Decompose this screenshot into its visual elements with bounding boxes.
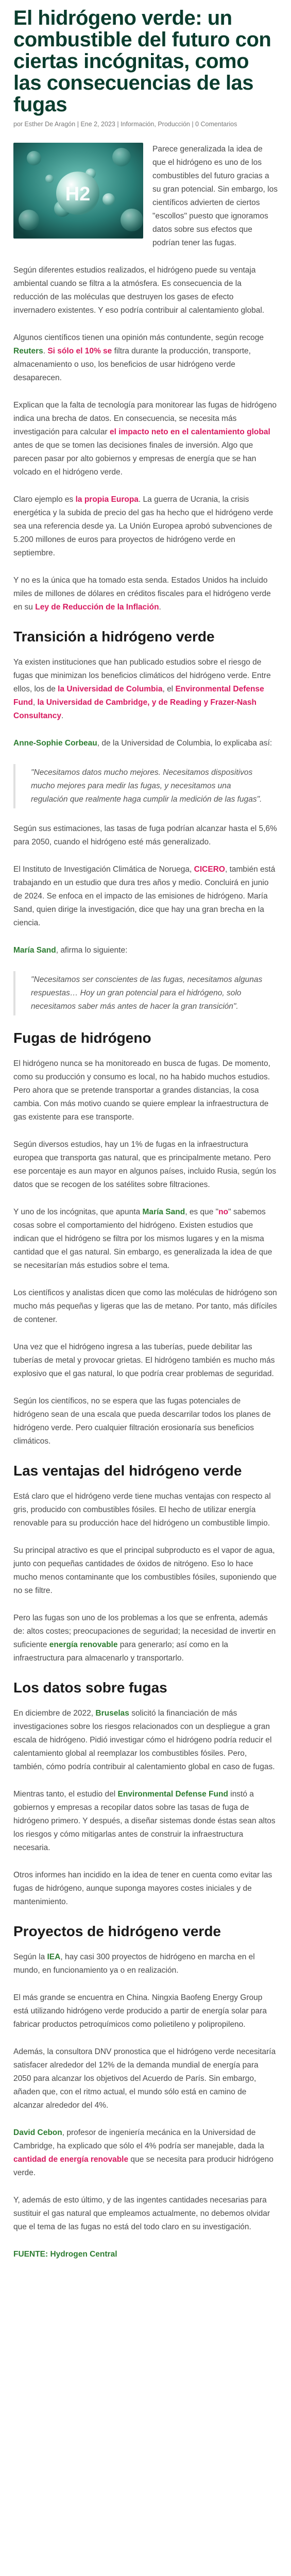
paragraph [13,944,278,957]
paragraph: Otros informes han incidido en la idea de tener en cuenta como evitar las fugas de hidrógeno, aunque suponga mayores costes iniciales y de mantenimiento. [13,1871,272,1906]
text: Explican que la falta de tecnología para monitorear las fugas de hidrógeno indica una brecha de datos. En consecuencia, se necesita más investigación para calcular [13,401,277,436]
text: . [43,347,48,355]
paragraph: Su principal atractivo es que el principal subproducto es el vapor de agua, junto con pequeñas cantidades de óxidos de nitrógeno. Eso lo hace mucho menos contaminante que los combustibles fósiles, suponiendo que no se filtre. [13,1546,277,1595]
article-meta [13,120,278,129]
link-ley-reduccion-inflacion[interactable]: Ley de Reducción de la Inflación [35,603,159,612]
link-david-cebon[interactable]: David Cebon [13,2128,62,2137]
paragraph: Está claro que el hidrógeno verde tiene muchas ventajas con respecto al gris, producido con combustibles fósiles. El hecho de utilizar energía renovable para su producción hace del hidrógeno un combustible limpio. [13,1492,271,1528]
paragraph: Una vez que el hidrógeno ingresa a las tuberías, puede debilitar las tuberías de metal y provocar grietas. El hidrógeno también es mucho más explosivo que el gas natural, lo que podría crear problemas de seguridad. [13,1343,275,1378]
section-heading: Fugas de hidrógeno [13,1030,151,1046]
section-heading: Proyectos de hidrógeno verde [13,1923,221,1939]
paragraph [13,399,278,479]
link-reuters[interactable]: Reuters [13,347,43,355]
text: que se necesita para producir hidrógeno verde. [13,2155,273,2177]
section-heading: Los datos sobre fugas [13,1680,167,1696]
text: solicitó la financiación de más investigaciones sobre los riesgos relacionados con un despliegue a gran escala de hidrógeno. Pidió investigar cómo el hidrógeno podría reducir el calentamiento global al reemplazar los combustibles fósiles. Pero, también, cómo podría contribuir al calentamiento global en caso de fugas. [13,1709,275,1771]
source-label: FUENTE: [13,2250,50,2259]
paragraph [13,1788,278,1855]
link-environmental-defense-fund[interactable]: Environmental Defense Fund [117,1790,228,1799]
paragraph: Según diversos estudios, hay un 1% de fugas en la infraestructura europea que transporta gas natural, que es principalmente metano. Pero ese porcentaje es aun mayor en algunos países, incluido Rusia, según los datos que se recogen de los satélites sobre filtraciones. [13,1140,277,1189]
source-line [13,2248,278,2261]
text: Pero las fugas son uno de los problemas a los que se enfrenta, además de: altos costes; preocupaciones de seguridad; la necesidad de invertir en suficiente [13,1614,276,1649]
text: . [61,711,64,720]
author-link[interactable]: por Esther De Aragón [13,121,76,128]
text: " sabemos cosas sobre el comportamiento del hidrógeno. Existen estudios que indican que el hidrógeno se filtra por los mismos lugares y en la misma cantidad que el gas natural. Sin embargo, es generalizada la idea de que se necesitarían más estudios sobre el tema. [13,1208,272,1270]
paragraph: El hidrógeno nunca se ha monitoreado en busca de fugas. De momento, como su producción y consumo es local, no ha habido muchos estudios. Pero ahora que se pretende transportar a grandes distancias, la cosa cambia. Con más motivo cuando se quiere emplear la infraestructura de gas existente para ese transporte. [13,1059,270,1122]
link-bruselas[interactable]: Bruselas [95,1709,129,1718]
meta-separator: | [117,121,121,128]
blockquote: "Necesitamos ser conscientes de las fugas, necesitamos algunas respuestas… Hoy un gran potencial para el hidrógeno, solo necesitamos saber más antes de hacer la gran transición". [13,971,278,1015]
link-maria-sand[interactable]: María Sand [13,946,56,955]
paragraph [13,331,278,385]
category-links[interactable]: Información, Producción [121,121,190,128]
text: , hay casi 300 proyectos de hidrógeno en marcha en el mundo, en funcionamiento ya o en realización. [13,1953,255,1975]
link-cambridge-reading[interactable]: la Universidad de Cambridge, y de Reading y Frazer-Nash Consultancy [13,698,257,720]
paragraph: Según sus estimaciones, las tasas de fuga podrían alcanzar hasta el 5,6% para 2050, cuando el hidrógeno esté más generalizado. [13,824,277,846]
text: Y no es la única que ha tomado esta senda. Estados Unidos ha incluido miles de millones de dólares en créditos fiscales para el hidrógeno verde en su [13,576,271,612]
paragraph [13,574,278,614]
text: . [159,603,161,612]
text: antes de que se tomen las decisiones finales de inversión. Algo que parecen pasar por alto gobiernos y empresas de energía que se han volcado en el hidrógeno verde. [13,441,256,477]
link-maria-sand[interactable]: María Sand [142,1208,185,1216]
blockquote: "Necesitamos datos mucho mejores. Necesitamos dispositivos mucho mejores para medir las fugas, y necesitamos una regulación que realmente haga cumplir la medición de las fugas". [13,764,278,808]
link-cantidad-energia-renovable[interactable]: cantidad de energía renovable [13,2155,129,2164]
text: , [32,698,38,707]
meta-separator: | [77,121,81,128]
link-europa[interactable]: la propia Europa [75,495,139,504]
text: , también está trabajando en un estudio que dura tres años y medio. Concluirá en junio de 2024. Se enfoca en el impacto de las emisiones de hidrógeno. María Sand, quien dirige la investigación, dice que hay una gran brecha en la ciencia. [13,865,276,927]
paragraph: Además, la consultora DNV pronostica que el hidrógeno verde necesitaría satisfacer alrededor del 12% de la demanda mundial de energía para 2050 para alcanzar los objetivos del Acuerdo de París. Sin embargo, añaden que, con el ritmo actual, el mundo sólo está en camino de alcanzar alrededor del 4%. [13,2047,276,2110]
article-title: El hidrógeno verde: un combustible del futuro con ciertas incógnitas, como las consecuencias de las fugas [13,7,271,116]
comments-link[interactable]: 0 Comentarios [195,121,237,128]
article [0,7,291,2261]
paragraph [13,863,278,930]
section-heading: Transición a hidrógeno verde [13,629,215,645]
paragraph: Y, además de esto último, y de las ingentes cantidades necesarias para sustituir el gas natural que empleamos actualmente, no debemos olvidar que el tema de las fugas no está del todo claro en su investigación. [13,2196,270,2231]
text: , es que " [185,1208,219,1216]
link-iea[interactable]: IEA [47,1953,61,1961]
text: , profesor de ingeniería mecánica en la Universidad de Cambridge, ha explicado que sólo el 4% podría ser manejable, dada la [13,2128,264,2150]
post-date: Ene 2, 2023 [80,121,115,128]
text: El Instituto de Investigación Climática de Noruega, [13,865,194,874]
svg-text:H2: H2 [65,183,91,205]
text: para generarlo; así como en la infraestructura para almacenarlo y transportarlo. [13,1640,229,1663]
text: Según la [13,1953,47,1961]
link-anne-sophie-corbeau[interactable]: Anne-Sophie Corbeau [13,739,97,748]
link-cicero[interactable]: CICERO [194,865,225,874]
text: , el [162,685,176,693]
source-link[interactable]: Hydrogen Central [50,2250,117,2259]
text: Algunos científicos tienen una opinión más contundente, según recoge [13,333,264,342]
text: instó a gobiernos y empresas a recopilar datos sobre las tasas de fuga de hidrógeno primero. Y después, a diseñar sistemas donde éstas sean altos los riesgos y cómo mitigarlas antes de construir la infraestructura necesaria. [13,1790,276,1852]
link-universidad-columbia[interactable]: la Universidad de Columbia [58,685,163,693]
text: , afirma lo siguiente: [56,946,128,955]
paragraph [13,2126,278,2180]
text: Y uno de los incógnitas, que apunta [13,1208,143,1216]
paragraph [13,1707,278,1774]
highlight: el impacto neto en el calentamiento global [109,428,270,436]
text: Ya existen instituciones que han publicado estudios sobre el riesgo de fugas que minimizan los beneficios climáticos del hidrógeno verde. Entre ellos, los de [13,658,271,693]
highlight: no [218,1208,229,1216]
paragraph [13,1206,278,1273]
text: Mientras tanto, el estudio del [13,1790,118,1799]
paragraph: Según diferentes estudios realizados, el hidrógeno puede su ventaja ambiental cuando se filtra a la atmósfera. Es consecuencia de la reducción de las moléculas que destruyen los gases de efecto invernadero existentes. Y eso podría contribuir al calentamiento global. [13,266,265,315]
section-heading: Las ventajas del hidrógeno verde [13,1463,242,1479]
link-environmental-defense-fund[interactable]: Environmental Defense Fund [13,685,264,707]
link-energia-renovable[interactable]: energía renovable [49,1640,118,1649]
highlight: Si sólo el 10% se [47,347,112,355]
text: , de la Universidad de Columbia, lo explicaba así: [97,739,272,748]
text: Claro ejemplo es [13,495,76,504]
paragraph [13,493,278,560]
hero-image-hydrogen-spheres [13,143,143,239]
paragraph [13,656,278,723]
text: filtra durante la producción, transporte, almacenamiento o uso, los beneficios de usar hidrógeno verde desaparecen. [13,347,251,382]
paragraph: Según los científicos, no se espera que las fugas potenciales de hidrógeno sean de una escala que pueda descarrilar todos los planes de hidrógeno verde. Pero cualquier filtración erosionaría sus beneficios climáticos. [13,1397,271,1446]
paragraph: El más grande se encuentra en China. Ningxia Baofeng Energy Group está utilizando hidrógeno verde producido a partir de energía solar para fabricar productos petroquímicos como polietileno y polipropileno. [13,1993,267,2029]
text: . La guerra de Ucrania, la crisis energética y la subida de precio del gas ha hecho que el hidrógeno verde sea una referencia desde ya. La Unión Europea aprobó subvenciones de 5.200 millones de euros para proyectos de hidrógeno verde en septiembre. [13,495,273,557]
meta-separator: | [192,121,196,128]
paragraph [13,1612,278,1665]
paragraph [13,737,278,750]
paragraph: Parece generalizada la idea de que el hidrógeno es uno de los combustibles del futuro gracias a su gran potencial. Sin embargo, los científicos advierten de ciertos "escollos" puesto que ignoramos datos sobre sus efectos que podrían tener las fugas. [152,145,278,247]
paragraph [13,1951,278,1977]
paragraph: Los científicos y analistas dicen que como las moléculas de hidrógeno son mucho más pequeñas y ligeras que las de metano. Por tanto, más difíciles de contener. [13,1289,277,1324]
text: En diciembre de 2022, [13,1709,96,1718]
